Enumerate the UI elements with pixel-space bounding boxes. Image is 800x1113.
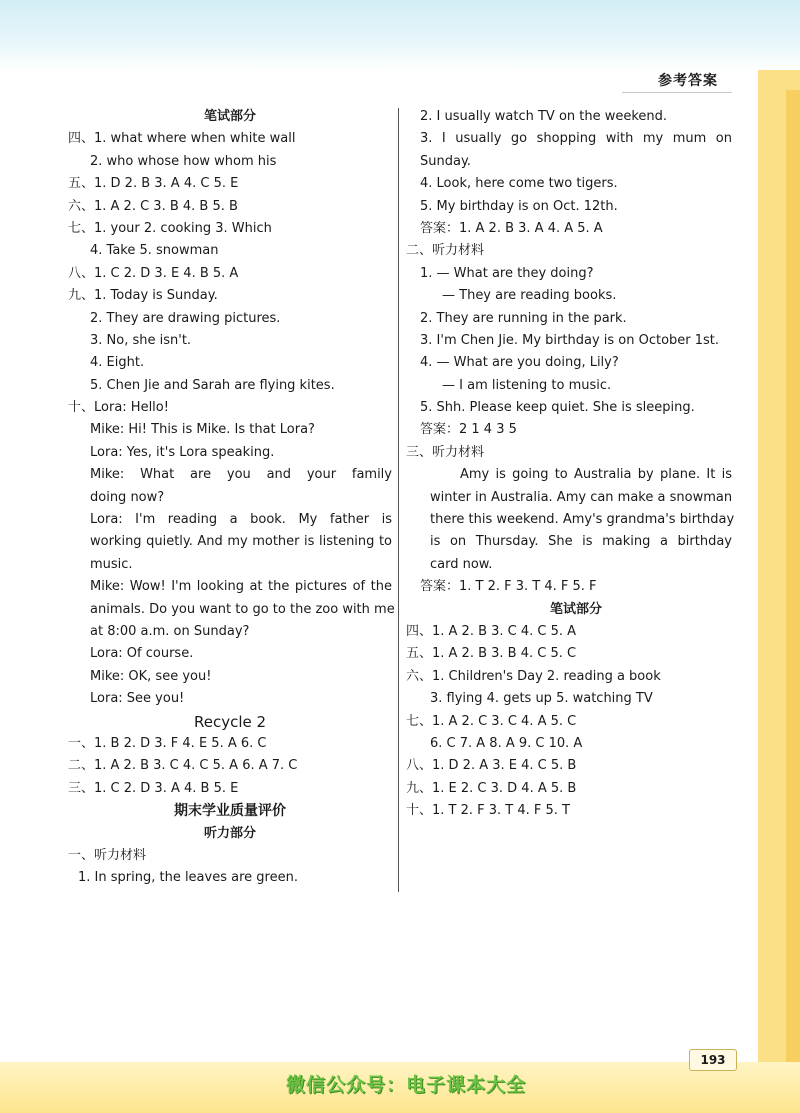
left-column-line: Lora: Yes, it's Lora speaking. bbox=[90, 444, 275, 460]
right-column-line: card now. bbox=[430, 556, 493, 572]
left-column-line: 六、1. A 2. C 3. B 4. B 5. B bbox=[68, 198, 238, 214]
right-column bbox=[406, 106, 735, 823]
column-divider bbox=[398, 108, 399, 892]
right-column-line: 二、听力材料 bbox=[406, 243, 485, 259]
header-band bbox=[0, 0, 800, 72]
right-column-line: 3. I'm Chen Jie. My birthday is on October 1st. bbox=[420, 332, 720, 348]
right-column-line: 4. Look, here come two tigers. bbox=[420, 176, 618, 192]
left-column-line: animals. Do you want to go to the zoo with me bbox=[90, 601, 395, 617]
right-column-line: 九、1. E 2. C 3. D 4. A 5. B bbox=[406, 780, 577, 796]
right-column-line: 十、1. T 2. F 3. T 4. F 5. T bbox=[406, 803, 570, 819]
left-column-line: 五、1. D 2. B 3. A 4. C 5. E bbox=[68, 176, 239, 192]
right-column-line: 3. I usually go shopping with my mum on bbox=[420, 131, 732, 147]
left-column-line: 一、听力材料 bbox=[68, 847, 147, 863]
page-number: 193 bbox=[689, 1049, 737, 1071]
right-column-line: 1. — What are they doing? bbox=[420, 265, 594, 281]
right-column-line: Sunday. bbox=[420, 153, 471, 169]
right-column-line: is on Thursday. She is making a birthday bbox=[430, 534, 732, 550]
left-column-line: Lora: I'm reading a book. My father is bbox=[90, 512, 392, 528]
right-column-line: 答案：1. A 2. B 3. A 4. A 5. A bbox=[420, 220, 603, 236]
left-column-line: 3. No, she isn't. bbox=[90, 332, 192, 348]
left-column-line: Mike: What are you and your family bbox=[90, 467, 392, 483]
left-column-line: Mike: Wow! I'm looking at the pictures of the bbox=[90, 579, 392, 595]
right-column-line: Amy is going to Australia by plane. It is bbox=[460, 467, 732, 483]
left-column-line: Lora: See you! bbox=[90, 691, 185, 707]
right-column-line: 2. They are running in the park. bbox=[420, 310, 627, 326]
left-column-line: 笔试部分 bbox=[203, 109, 256, 124]
left-column-line: 七、1. your 2. cooking 3. Which bbox=[68, 220, 272, 236]
left-column-line: 一、1. B 2. D 3. F 4. E 5. A 6. C bbox=[68, 735, 267, 751]
right-column-line: 答案：1. T 2. F 3. T 4. F 5. F bbox=[420, 579, 597, 595]
page-edge-strip-inner bbox=[786, 90, 800, 1113]
watermark-text: 微信公众号：电子课本大全 bbox=[286, 1074, 527, 1096]
left-column-line: 十、Lora: Hello! bbox=[68, 400, 169, 416]
right-column-line: 七、1. A 2. C 3. C 4. A 5. C bbox=[406, 713, 577, 729]
right-column-line: 5. Shh. Please keep quiet. She is sleeping. bbox=[420, 400, 695, 416]
left-column-line: 2. who whose how whom his bbox=[90, 153, 277, 169]
left-column-line: 2. They are drawing pictures. bbox=[90, 310, 281, 326]
left-column-line: Mike: Hi! This is Mike. Is that Lora? bbox=[90, 422, 315, 438]
right-column-line: there this weekend. Amy's grandma's birthday bbox=[430, 512, 735, 528]
right-column-line: 4. — What are you doing, Lily? bbox=[420, 355, 619, 371]
left-column-line: 1. In spring, the leaves are green. bbox=[78, 870, 298, 886]
left-column-line: Mike: OK, see you! bbox=[90, 668, 212, 684]
right-column-line: — I am listening to music. bbox=[442, 377, 612, 393]
left-column-line: 九、1. Today is Sunday. bbox=[68, 288, 218, 304]
left-column-line: 听力部分 bbox=[203, 825, 256, 841]
left-column-line: 期末学业质量评价 bbox=[174, 803, 286, 820]
left-column-line: 四、1. what where when white wall bbox=[68, 131, 296, 147]
right-column-line: 6. C 7. A 8. A 9. C 10. A bbox=[430, 735, 583, 751]
right-column-line: 五、1. A 2. B 3. B 4. C 5. C bbox=[406, 646, 577, 662]
left-column-line: working quietly. And my mother is listening to bbox=[90, 534, 392, 550]
left-column-line: 5. Chen Jie and Sarah are flying kites. bbox=[90, 377, 335, 393]
left-column-line: doing now? bbox=[90, 489, 165, 505]
left-column-line: Lora: Of course. bbox=[90, 646, 194, 662]
left-column-line: 三、1. C 2. D 3. A 4. B 5. E bbox=[68, 780, 239, 796]
right-column-line: — They are reading books. bbox=[442, 288, 617, 304]
header-underline bbox=[622, 92, 732, 93]
right-column-line: 三、听力材料 bbox=[406, 444, 485, 460]
left-column-line: 二、1. A 2. B 3. C 4. C 5. A 6. A 7. C bbox=[68, 758, 298, 774]
left-column-line: 4. Take 5. snowman bbox=[90, 243, 219, 259]
right-column-line: 3. flying 4. gets up 5. watching TV bbox=[430, 691, 653, 707]
left-column-line: 八、1. C 2. D 3. E 4. B 5. A bbox=[68, 265, 239, 281]
right-column-line: 答案：2 1 4 3 5 bbox=[420, 422, 517, 438]
left-column-line: Recycle 2 bbox=[193, 712, 267, 731]
right-column-line: 5. My birthday is on Oct. 12th. bbox=[420, 198, 618, 214]
page-header-title: 参考答案 bbox=[658, 73, 718, 89]
right-column-line: 六、1. Children's Day 2. reading a book bbox=[406, 668, 661, 684]
left-column-line: music. bbox=[90, 556, 133, 572]
right-column-line: winter in Australia. Amy can make a snowman bbox=[430, 489, 733, 505]
right-column-line: 八、1. D 2. A 3. E 4. C 5. B bbox=[406, 758, 577, 774]
left-column-line: at 8:00 a.m. on Sunday? bbox=[90, 623, 250, 639]
right-column-line: 2. I usually watch TV on the weekend. bbox=[420, 109, 668, 124]
right-column-line: 笔试部分 bbox=[549, 601, 602, 617]
left-column bbox=[68, 106, 395, 890]
right-column-line: 四、1. A 2. B 3. C 4. C 5. A bbox=[406, 623, 577, 639]
left-column-line: 4. Eight. bbox=[90, 355, 145, 371]
